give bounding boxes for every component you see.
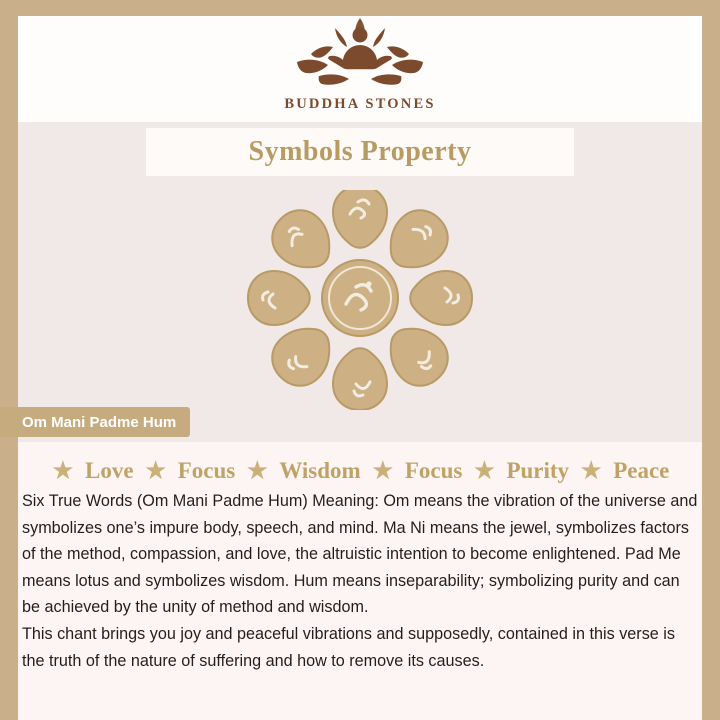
star-icon: ★ xyxy=(580,458,602,483)
star-icon: ★ xyxy=(474,458,495,483)
keyword-item-6: Peace xyxy=(613,458,670,483)
brand-logo xyxy=(0,14,720,113)
badge-label: Om Mani Padme Hum xyxy=(22,413,177,431)
om-mani-padme-hum-mandala-icon xyxy=(221,190,499,410)
description-text xyxy=(22,488,700,674)
keyword-list xyxy=(0,458,720,484)
keyword-item-4: Focus xyxy=(404,458,463,483)
keyword-item-2: Focus xyxy=(177,458,236,483)
description-paragraph-2: This chant brings you joy and peaceful vibrations and supposedly, contained in this verse is the truth of the nature of suffering and how to remove its causes. xyxy=(22,624,675,670)
keyword-item-3: Wisdom xyxy=(279,458,361,483)
lotus-meditation-figure-icon xyxy=(275,14,445,94)
page-title: Symbols Property xyxy=(248,136,472,167)
section-title-band xyxy=(146,128,574,176)
keyword-item-5: Purity xyxy=(506,458,570,483)
status-badge xyxy=(0,407,190,437)
description-paragraph-1: Six True Words (Om Mani Padme Hum) Meaning: Om means the vibration of the universe and symbolizes one’s impure body, speech, and mind. Ma Ni means the jewel, symbolizes factors of the method, compassion, and love, the altruistic intention to become enlightened. Pad Me means lotus and symbolizes wisdom. Hum means inseparability; symbolizing purity and can be achieved by the unity of method and wisdom. xyxy=(22,492,698,617)
keyword-item-1: Love xyxy=(85,458,134,483)
star-icon: ★ xyxy=(372,458,394,483)
star-icon: ★ xyxy=(145,458,166,483)
brand-name: BUDDHA STONES xyxy=(284,96,436,112)
star-icon: ★ xyxy=(52,458,74,483)
star-icon: ★ xyxy=(246,458,268,483)
